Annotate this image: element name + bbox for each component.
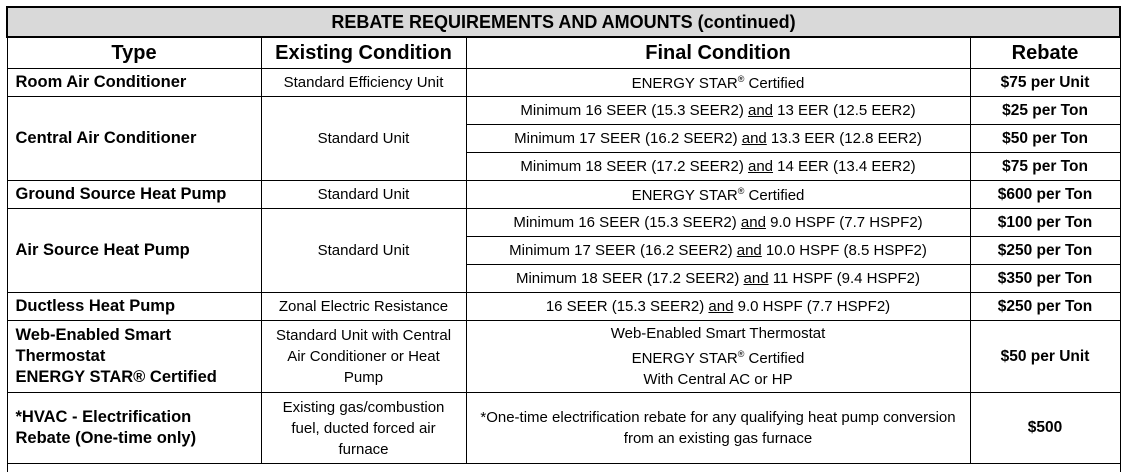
final-cell [466,125,970,153]
and-text: and [708,298,734,315]
requirement-text: Minimum 18 SEER (17.2 SEER2) [515,270,744,287]
requirement-text: Minimum 17 SEER (16.2 SEER2) [509,242,737,259]
table-caption-row [7,7,1120,37]
requirement-text: 11 HSPF (9.4 HSPF2) [768,270,921,287]
final-cell [466,265,970,293]
final-cell [466,237,970,265]
rebate-requirements-table [6,6,1121,472]
existing-cell [261,321,466,393]
rebate-cell: $75 per Ton [970,153,1120,181]
rebate-cell: $50 per Ton [970,125,1120,153]
final-cell [466,97,970,125]
existing-line: Air Conditioner or Heat [287,348,440,365]
final-cell [466,69,970,97]
final-line [471,344,966,369]
certified-text: Certified [744,74,805,92]
requirement-text: 16 SEER (15.3 SEER2) [545,298,709,315]
existing-cell: Standard Unit [261,97,466,181]
rebate-cell: $500 [970,393,1120,464]
type-line: *HVAC - Electrification [15,408,192,426]
energy-star-text: ENERGY STAR [631,74,738,92]
final-cell [466,209,970,237]
existing-line: Existing gas/combustion [282,398,445,416]
rebate-cell: $250 per Ton [970,237,1120,265]
existing-line: Standard Unit with Central [275,327,452,344]
type-line: Web-Enabled Smart [15,326,172,344]
final-cell [466,153,970,181]
requirement-text: Minimum 16 SEER (15.3 SEER2) [513,214,741,231]
type-line: Rebate (One-time only) [15,429,197,447]
existing-cell: Zonal Electric Resistance [261,293,466,321]
header-existing-condition: Existing Condition [261,37,466,69]
requirement-text: Minimum 16 SEER (15.3 SEER2) [520,102,748,119]
existing-cell: Standard Efficiency Unit [261,69,466,97]
table-caption: REBATE REQUIREMENTS AND AMOUNTS (continued) [7,7,1120,37]
final-cell [466,393,970,464]
existing-cell: Standard Unit [261,209,466,293]
certified-text: Certified [744,350,805,367]
registered-mark: ® [737,185,745,196]
existing-cell: Standard Unit [261,181,466,209]
certified-text: Certified [744,186,805,204]
requirement-text: 13 EER (12.5 EER2) [773,102,916,119]
header-rebate: Rebate [970,37,1120,69]
rebate-cell: $250 per Ton [970,293,1120,321]
and-text: and [743,270,769,287]
requirement-text: 10.0 HSPF (8.5 HSPF2) [761,242,927,259]
table-row-air-source-tier-1 [7,209,1120,237]
rebate-cell: $600 per Ton [970,181,1120,209]
energy-star-text: ENERGY STAR [631,350,738,367]
registered-mark: ® [737,349,745,359]
requirement-text: Minimum 17 SEER (16.2 SEER2) [514,130,742,147]
type-cell: Ductless Heat Pump [7,293,261,321]
type-cell: Room Air Conditioner [7,69,261,97]
final-line: from an existing gas furnace [623,430,813,447]
existing-line: Pump [343,369,384,386]
trailing-border [7,464,1120,472]
type-cell [7,393,261,464]
type-cell: Air Source Heat Pump [7,209,261,293]
type-line: ENERGY STAR® Certified [15,368,217,386]
and-text: and [740,214,766,231]
type-line: Thermostat [15,347,106,365]
and-text: and [747,102,774,119]
table-row-ductless [7,293,1120,321]
requirement-text: 14 EER (13.4 EER2) [773,158,916,175]
rebate-table-container [6,6,1119,472]
requirement-text: 9.0 HSPF (7.7 HSPF2) [733,298,891,315]
table-row-electrification [7,393,1120,464]
final-cell [466,321,970,393]
rebate-cell: $350 per Ton [970,265,1120,293]
and-text: and [747,158,774,175]
and-text: and [736,242,762,259]
final-line: *One-time electrification rebate for any qualifying heat pump conversion [480,409,956,426]
final-line: Web-Enabled Smart Thermostat [610,325,826,342]
header-final-condition: Final Condition [466,37,970,69]
requirement-text: Minimum 18 SEER (17.2 SEER2) [520,158,748,175]
and-text: and [741,130,767,147]
table-row-room-ac [7,69,1120,97]
type-cell [7,321,261,393]
table-header-row [7,37,1120,69]
table-row-thermostat [7,321,1120,393]
rebate-cell: $25 per Ton [970,97,1120,125]
requirement-text: 9.0 HSPF (7.7 HSPF2) [765,214,923,231]
type-cell: Central Air Conditioner [7,97,261,181]
table-row-ground-source [7,181,1120,209]
rebate-cell: $75 per Unit [970,69,1120,97]
existing-line: fuel, ducted forced air [291,419,436,437]
final-cell [466,293,970,321]
requirement-text: 13.3 EER (12.8 EER2) [766,130,922,147]
rebate-cell: $100 per Ton [970,209,1120,237]
type-cell: Ground Source Heat Pump [7,181,261,209]
table-trailing-row [7,464,1120,472]
rebate-cell: $50 per Unit [970,321,1120,393]
energy-star-text: ENERGY STAR [631,186,738,204]
table-row-central-ac-tier-1 [7,97,1120,125]
registered-mark: ® [737,73,745,84]
final-cell [466,181,970,209]
existing-line: furnace [338,440,389,458]
header-type: Type [7,37,261,69]
existing-cell [261,393,466,464]
final-line: With Central AC or HP [643,371,793,388]
